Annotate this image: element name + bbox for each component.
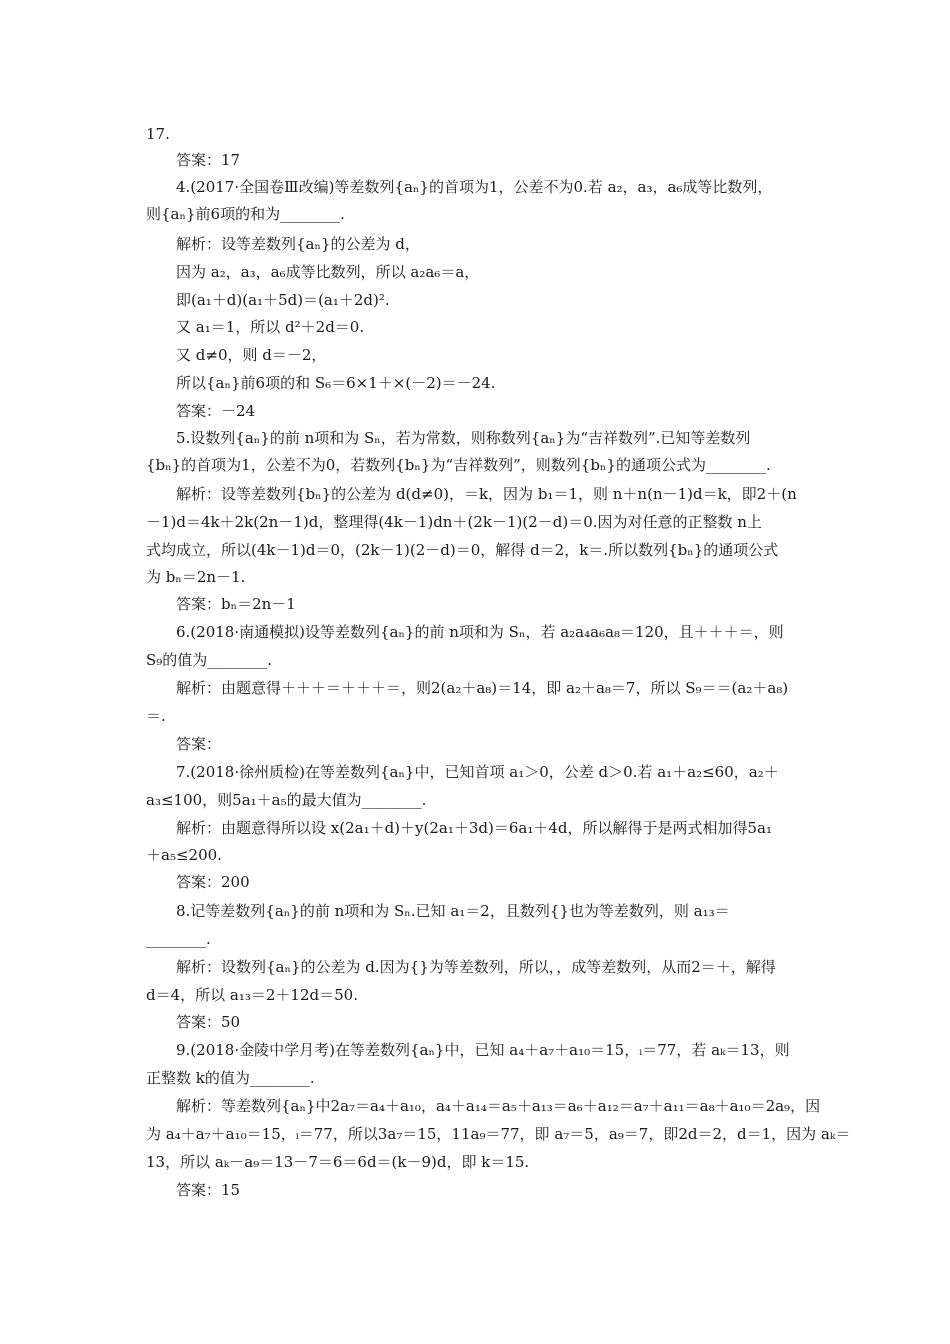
solution-line: 所以{aₙ}前6项的和 S₆＝6×1＋×(－2)＝－24. [176,374,496,392]
solution-line: 解析：设等差数列{aₙ}的公差为 d， [176,235,420,253]
answer-line: 答案： [176,735,222,753]
problem-4-line: 4.(2017·全国卷Ⅲ改编)等差数列{aₙ}的首项为1，公差不为0.若 a₂，a₃，a₆成等比数列， [176,178,773,196]
problem-7-line: a₃≤100，则5a₁＋a₅的最大值为________. [146,791,427,809]
answer-line: 答案：15 [176,1181,241,1199]
solution-line: 式均成立，所以(4k－1)d＝0，(2k－1)(2－d)＝0，解得 d＝2，k＝.所以数列{bₙ}的通项公式 [146,541,779,559]
solution-line: 即(a₁＋d)(a₁＋5d)＝(a₁＋2d)². [176,291,390,309]
solution-line: －1)d＝4k＋2k(2n－1)d，整理得(4k－1)dn＋(2k－1)(2－d)＝0.因为对任意的正整数 n上 [146,513,762,531]
answer-line: 答案：50 [176,1013,241,1031]
problem-7-line: 7.(2018·徐州质检)在等差数列{aₙ}中，已知首项 a₁＞0，公差 d＞0.若 a₁＋a₂≤60，a₂＋ [176,763,779,781]
solution-line: 又 d≠0，则 d＝－2， [176,346,327,364]
solution-line: 为 a₄＋a₇＋a₁₀＝15，ᵢ＝77，所以3a₇＝15，11a₉＝77，即 a₇＝5，a₉＝7，即2d＝2，d＝1，因为 aₖ＝ [146,1125,851,1143]
solution-line: 又 a₁＝1，所以 d²＋2d＝0. [176,318,365,336]
solution-line: 解析：由题意得＋＋＋＝＋＋＋＝，则2(a₂＋a₈)＝14，即 a₂＋a₈＝7，所以 S₉＝＝(a₂＋a₈) [176,679,789,697]
solution-line: 13，所以 aₖ－a₉＝13－7＝6＝6d＝(k－9)d，即 k＝15. [146,1153,530,1171]
problem-9-line: 正整数 k的值为________. [146,1069,315,1087]
text-line: 17. [146,125,170,143]
answer-line: 答案：－24 [176,402,256,420]
solution-line: 解析：由题意得所以设 x(2a₁＋d)＋y(2a₁＋3d)＝6a₁＋4d，所以解得于是两式相加得5a₁ [176,819,773,837]
solution-line: ＋a₅≤200. [146,846,222,864]
solution-line: 为 bₙ＝2n－1. [146,568,246,586]
problem-8-line: 8.记等差数列{aₙ}的前 n项和为 Sₙ.已知 a₁＝2，且数列{}也为等差数列，则 a₁₃＝ [176,902,730,920]
problem-8-line: ________. [146,930,211,948]
problem-5-line: 5.设数列{aₙ}的前 n项和为 Sₙ，若为常数，则称数列{aₙ}为“吉祥数列”.已知等差数列 [176,429,751,447]
answer-line: 答案：bₙ＝2n－1 [176,595,296,613]
problem-5-line: {bₙ}的首项为1，公差不为0，若数列{bₙ}为“吉祥数列”，则数列{bₙ}的通项公式为________. [146,456,771,474]
solution-line: 解析：设数列{aₙ}的公差为 d.因为{}为等差数列，所以，，成等差数列，从而2＝＋，解得 [176,958,776,976]
solution-line: 因为 a₂，a₃，a₆成等比数列，所以 a₂a₆＝a， [176,263,480,281]
solution-line: ＝. [146,707,166,725]
problem-6-line: S₉的值为________. [146,651,273,669]
solution-line: 解析：等差数列{aₙ}中2a₇＝a₄＋a₁₀，a₄＋a₁₄＝a₅＋a₁₃＝a₆＋a₁₂＝a₇＋a₁₁＝a₈＋a₁₀＝2a₉，因 [176,1097,821,1115]
problem-9-line: 9.(2018·金陵中学月考)在等差数列{aₙ}中，已知 a₄＋a₇＋a₁₀＝15，ᵢ＝77，若 aₖ＝13，则 [176,1041,790,1059]
solution-line: d＝4，所以 a₁₃＝2＋12d＝50. [146,986,358,1004]
answer-line: 答案：17 [176,151,241,169]
problem-6-line: 6.(2018·南通模拟)设等差数列{aₙ}的前 n项和为 Sₙ，若 a₂a₄a₆a₈＝120，且＋＋＋＝，则 [176,623,784,641]
solution-line: 解析：设等差数列{bₙ}的公差为 d(d≠0)，＝k，因为 b₁＝1，则 n＋n(n－1)d＝k，即2＋(n [176,485,797,503]
answer-line: 答案：200 [176,873,250,891]
problem-4-line: 则{aₙ}前6项的和为________. [146,205,345,223]
